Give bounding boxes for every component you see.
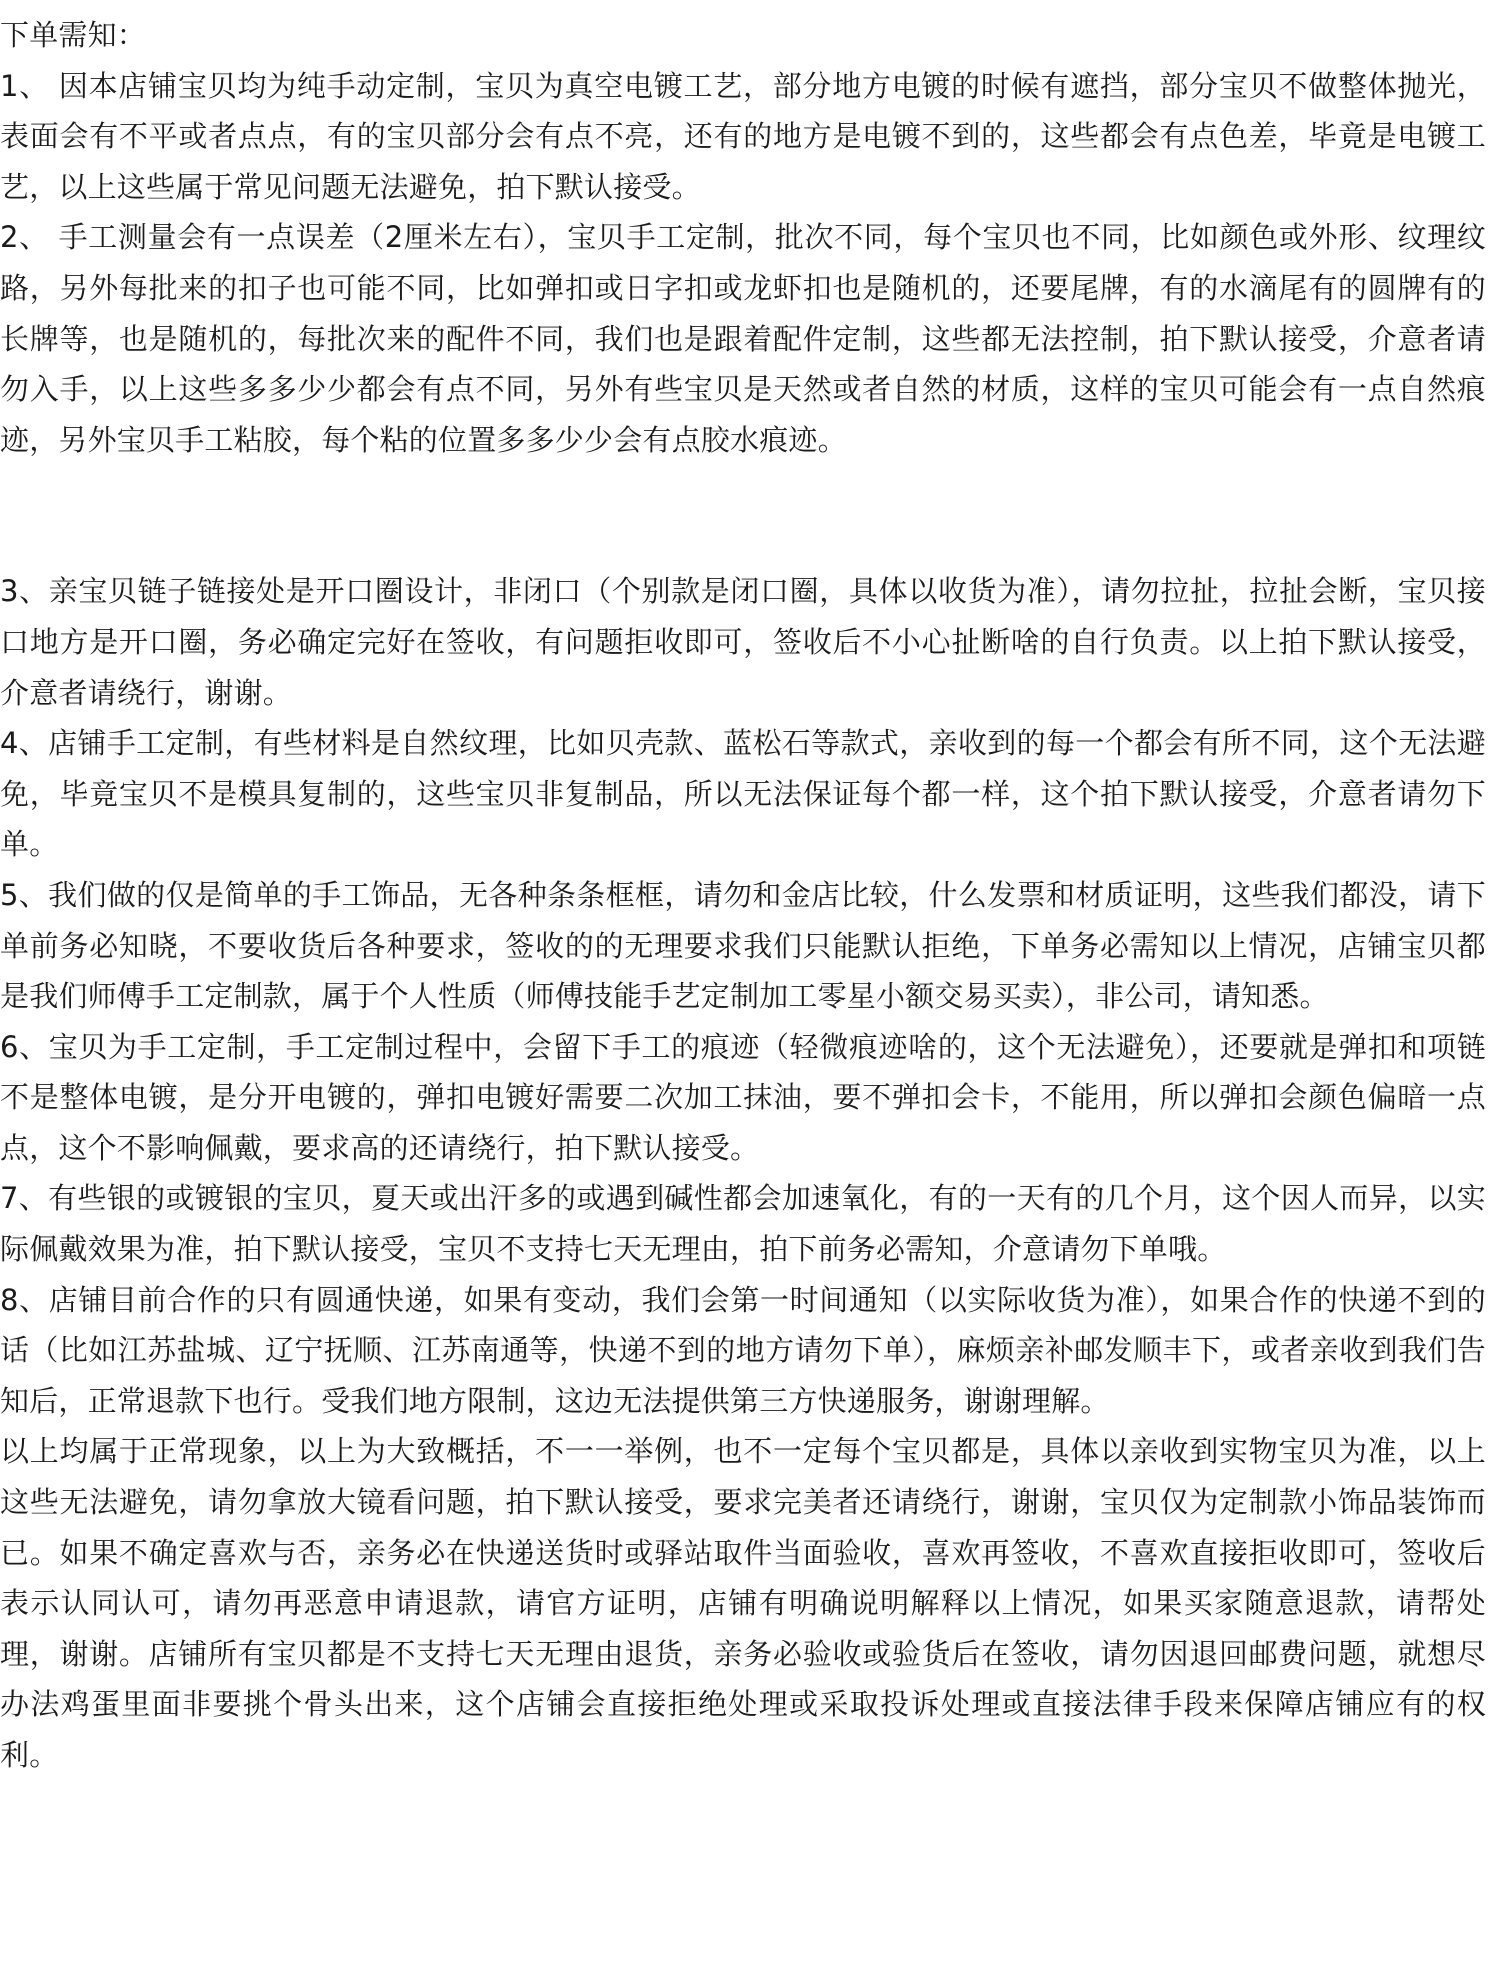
paragraph-gap — [0, 465, 1486, 566]
notice-document — [0, 10, 1486, 1781]
notice-item-6: 6、宝贝为手工定制，手工定制过程中，会留下手工的痕迹（轻微痕迹啥的，这个无法避免），还要就是弹扣和项链不是整体电镀，是分开电镀的，弹扣电镀好需要二次加工抹油，要不弹扣会卡，不能用，所以弹扣会颜色偏暗一点点，这个不影响佩戴，要求高的还请绕行，拍下默认接受。 — [0, 1029, 1486, 1165]
notice-item-8: 8、店铺目前合作的只有圆通快递，如果有变动，我们会第一时间通知（以实际收货为准），如果合作的快递不到的话（比如江苏盐城、辽宁抚顺、江苏南通等，快递不到的地方请勿下单），麻烦亲补邮发顺丰下，或者亲收到我们告知后，正常退款下也行。受我们地方限制，这边无法提供第三方快递服务，谢谢理解。 — [0, 1282, 1486, 1418]
notice-item-7: 7、有些银的或镀银的宝贝，夏天或出汗多的或遇到碱性都会加速氧化，有的一天有的几个月，这个因人而异，以实际佩戴效果为准，拍下默认接受，宝贝不支持七天无理由，拍下前务必需知，介意请勿下单哦。 — [0, 1181, 1486, 1267]
notice-title: 下单需知： — [0, 18, 147, 52]
notice-summary: 以上均属于正常现象，以上为大致概括，不一一举例，也不一定每个宝贝都是，具体以亲收到实物宝贝为准，以上这些无法避免，请勿拿放大镜看问题，拍下默认接受，要求完美者还请绕行，谢谢，宝贝仅为定制款小饰品装饰而已。如果不确定喜欢与否，亲务必在快递送货时或驿站取件当面验收，喜欢再签收，不喜欢直接拒收即可，签收后表示认同认可，请勿再恶意申请退款，请官方证明，店铺有明确说明解释以上情况，如果买家随意退款，请帮处理，谢谢。店铺所有宝贝都是不支持七天无理由退货，亲务必验收或验货后在签收，请勿因退回邮费问题，就想尽办法鸡蛋里面非要挑个骨头出来，这个店铺会直接拒绝处理或采取投诉处理或直接法律手段来保障店铺应有的权利。 — [0, 1434, 1486, 1772]
notice-item-3: 3、亲宝贝链子链接处是开口圈设计，非闭口（个别款是闭口圈，具体以收货为准），请勿拉扯，拉扯会断，宝贝接口地方是开口圈，务必确定完好在签收，有问题拒收即可，签收后不小心扯断啥的自行负责。以上拍下默认接受，介意者请绕行，谢谢。 — [0, 574, 1486, 710]
notice-item-5: 5、我们做的仅是简单的手工饰品，无各种条条框框，请勿和金店比较，什么发票和材质证明，这些我们都没，请下单前务必知晓，不要收货后各种要求，签收的的无理要求我们只能默认拒绝，下单务必需知以上情况，店铺宝贝都是我们师傅手工定制款，属于个人性质（师傅技能手艺定制加工零星小额交易买卖），非公司，请知悉。 — [0, 877, 1486, 1014]
notice-item-4: 4、店铺手工定制，有些材料是自然纹理，比如贝壳款、蓝松石等款式，亲收到的每一个都会有所不同，这个无法避免，毕竟宝贝不是模具复制的，这些宝贝非复制品，所以无法保证每个都一样，这个拍下默认接受，介意者请勿下单。 — [0, 726, 1486, 862]
notice-item-1: 1、 因本店铺宝贝均为纯手动定制，宝贝为真空电镀工艺，部分地方电镀的时候有遮挡，部分宝贝不做整体抛光，表面会有不平或者点点，有的宝贝部分会有点不亮，还有的地方是电镀不到的，这些都会有点色差，毕竟是电镀工艺，以上这些属于常见问题无法避免，拍下默认接受。 — [0, 68, 1486, 204]
notice-item-2: 2、 手工测量会有一点误差（2厘米左右），宝贝手工定制，批次不同，每个宝贝也不同，比如颜色或外形、纹理纹路，另外每批来的扣子也可能不同，比如弹扣或日字扣或龙虾扣也是随机的，还要尾牌，有的水滴尾有的圆牌有的长牌等，也是随机的，每批次来的配件不同，我们也是跟着配件定制，这些都无法控制，拍下默认接受，介意者请勿入手，以上这些多多少少都会有点不同，另外有些宝贝是天然或者自然的材质，这样的宝贝可能会有一点自然痕迹，另外宝贝手工粘胶，每个粘的位置多多少少会有点胶水痕迹。 — [0, 220, 1486, 457]
